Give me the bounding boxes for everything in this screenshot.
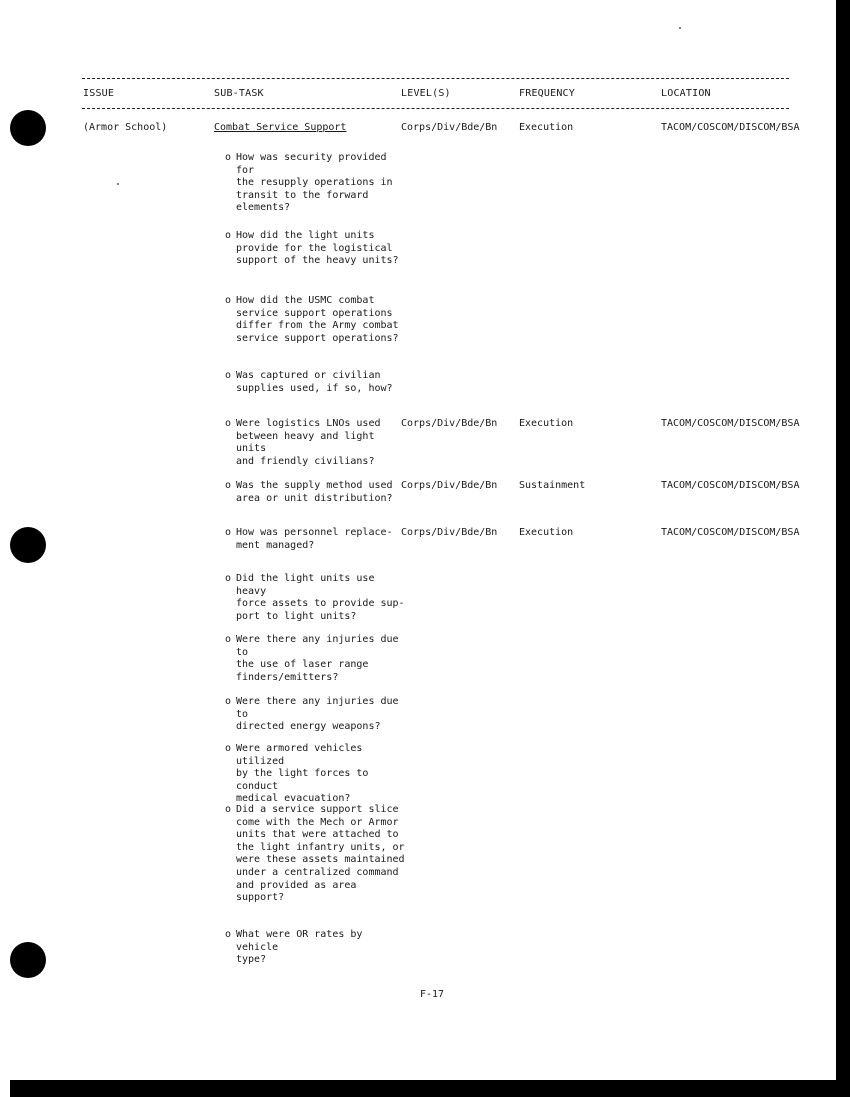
bullet: o xyxy=(225,230,232,241)
col-header-location: LOCATION xyxy=(661,88,711,99)
level-value: Corps/Div/Bde/Bn xyxy=(401,418,498,429)
question-text: How did the USMC combat service support operations differ from the Army combat service support operations? xyxy=(236,295,399,344)
scan-border-right xyxy=(836,0,850,1097)
location-value: TACOM/COSCOM/DISCOM/BSA xyxy=(661,480,800,491)
question-text: Was the supply method used area or unit distribution? xyxy=(236,480,393,504)
question-text: How was personnel replace- ment managed? xyxy=(236,527,393,551)
level-value: Corps/Div/Bde/Bn xyxy=(401,480,498,491)
question-item xyxy=(225,634,405,684)
scan-speck xyxy=(679,27,681,29)
question-item xyxy=(225,696,405,734)
col-header-issue: ISSUE xyxy=(83,88,115,99)
col-header-subtask: SUB-TASK xyxy=(214,88,264,99)
level-value: Corps/Div/Bde/Bn xyxy=(401,527,498,538)
issue-value: (Armor School) xyxy=(83,122,168,133)
question-text: Were armored vehicles utilized by the light forces to conduct medical evacuation? xyxy=(236,743,369,805)
bullet: o xyxy=(225,370,232,381)
location-value: TACOM/COSCOM/DISCOM/BSA xyxy=(661,122,800,133)
question-item xyxy=(225,418,405,468)
question-item xyxy=(225,230,405,268)
subtask-title: Combat Service Support xyxy=(214,122,347,133)
bullet: o xyxy=(225,573,232,584)
question-text: Did a service support slice come with the Mech or Armor units that were attached to the light infantry units, or were these assets maintained under a centralized command and provided as area support? xyxy=(236,804,405,904)
scan-speck xyxy=(117,183,119,185)
bullet: o xyxy=(225,743,232,754)
bullet: o xyxy=(225,696,232,707)
bullet: o xyxy=(225,480,232,491)
question-item xyxy=(225,804,405,905)
frequency-value: Execution xyxy=(519,122,574,133)
binder-hole-top xyxy=(10,110,46,146)
bullet: o xyxy=(225,527,232,538)
bullet: o xyxy=(225,152,232,163)
question-text: How did the light units provide for the logistical support of the heavy units? xyxy=(236,230,399,267)
question-item xyxy=(225,527,405,552)
location-value: TACOM/COSCOM/DISCOM/BSA xyxy=(661,418,800,429)
binder-hole-bottom xyxy=(10,942,46,978)
col-header-frequency: FREQUENCY xyxy=(519,88,575,99)
question-item xyxy=(225,152,405,215)
bullet: o xyxy=(225,295,232,306)
bullet: o xyxy=(225,418,232,429)
col-header-levels: LEVEL(S) xyxy=(401,88,451,99)
page-number: F-17 xyxy=(420,989,445,1000)
location-value: TACOM/COSCOM/DISCOM/BSA xyxy=(661,527,800,538)
frequency-value: Execution xyxy=(519,418,574,429)
question-text: Was captured or civilian supplies used, if so, how? xyxy=(236,370,393,394)
header-rule-top xyxy=(82,78,789,79)
question-item xyxy=(225,480,405,505)
bullet: o xyxy=(225,929,232,940)
frequency-value: Execution xyxy=(519,527,574,538)
bullet: o xyxy=(225,804,232,815)
frequency-value: Sustainment xyxy=(519,480,586,491)
question-item xyxy=(225,295,405,345)
question-text: Were there any injuries due to directed energy weapons? xyxy=(236,696,399,733)
question-text: How was security provided for the resupply operations in transit to the forward elements? xyxy=(236,152,393,214)
question-item xyxy=(225,929,405,967)
question-text: Did the light units use heavy force assets to provide sup- port to light units? xyxy=(236,573,405,622)
binder-hole-middle xyxy=(10,527,46,563)
question-item xyxy=(225,573,405,623)
scan-border-bottom xyxy=(10,1080,850,1097)
header-rule-bottom xyxy=(82,108,789,109)
question-text: What were OR rates by vehicle type? xyxy=(236,929,363,966)
question-item xyxy=(225,370,405,395)
bullet: o xyxy=(225,634,232,645)
question-text: Were logistics LNOs used between heavy and light units and friendly civilians? xyxy=(236,418,381,467)
question-item xyxy=(225,743,405,806)
level-value: Corps/Div/Bde/Bn xyxy=(401,122,498,133)
question-text: Were there any injuries due to the use of laser range finders/emitters? xyxy=(236,634,399,683)
